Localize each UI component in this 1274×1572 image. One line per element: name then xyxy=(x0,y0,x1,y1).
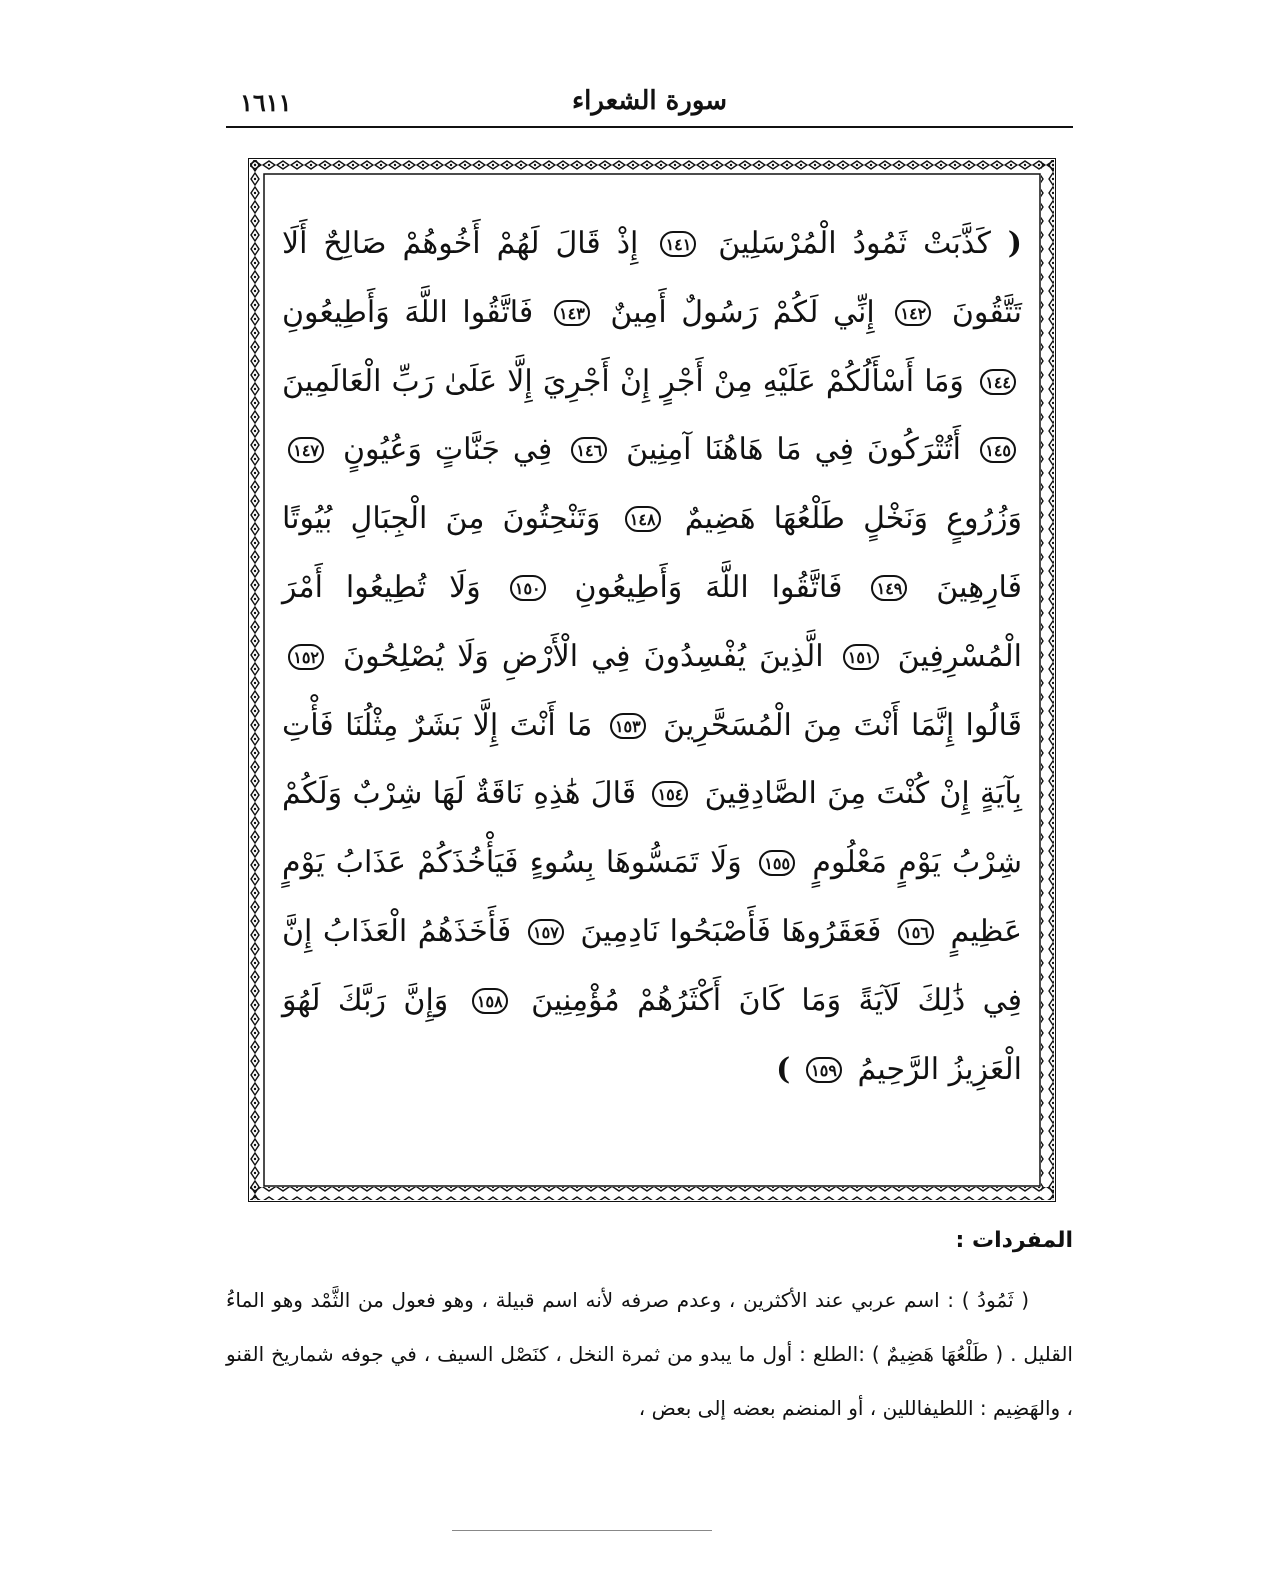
page-header xyxy=(226,84,1073,124)
glossary-text: ( ثَمُودُ ) : اسم عربي عند الأكثرين ، وعدم صرفه لأنه اسم قبيلة ، وهو فعول من الثَّمْد وهو الماءُ القليل . ( طَلْعُهَا هَضِيمٌ ) :الطلع : أول ما يبدو من ثمرة النخل ، كنَصْل السيف ، في جوفه شماريخ القنو ، والهَضِيم : اللطيفاللين ، أو المنضم بعضه إلى بعض ، xyxy=(226,1288,1073,1420)
verses-frame xyxy=(248,158,1056,1202)
verse-text: وَلَا تُطِيعُوا أَمْرَ الْمُسْرِفِينَ xyxy=(282,569,1022,674)
verse-number-marker: ١٤٥ xyxy=(980,437,1016,463)
verse-text: فَاتَّقُوا اللَّهَ وَأَطِيعُونِ xyxy=(551,569,843,605)
verse-number-marker: ١٥٠ xyxy=(510,575,546,601)
verse-number-marker: ١٥٦ xyxy=(898,919,934,945)
verse-text: فَأَخَذَهُمُ الْعَذَابُ إِنَّ فِي ذَٰلِكَ لَآيَةً وَمَا كَانَ أَكْثَرُهُمْ مُؤْمِنِينَ xyxy=(282,913,1023,1018)
verse-text: إِذْ قَالَ لَهُمْ أَخُوهُمْ صَالِحٌ أَلَا تَتَّقُونَ xyxy=(282,226,1022,330)
verse-number-marker: ١٥٣ xyxy=(610,713,646,739)
verse-text: وَلَا تَمَسُّوهَا بِسُوءٍ فَيَأْخُذَكُمْ عَذَابُ يَوْمٍ عَظِيمٍ xyxy=(282,845,1022,949)
header-rule xyxy=(226,126,1073,128)
verse-number-marker: ١٥٤ xyxy=(652,781,688,807)
verse-text: قَالَ هَٰذِهِ نَاقَةٌ لَهَا شِرْبٌ وَلَكُمْ شِرْبُ يَوْمٍ مَعْلُومٍ xyxy=(282,776,1022,881)
verse-number-marker: ١٥٩ xyxy=(806,1057,842,1083)
verse-number-marker: ١٥١ xyxy=(843,644,879,670)
verse-text: قَالُوا إِنَّمَا أَنْتَ مِنَ الْمُسَحَّرِينَ xyxy=(651,707,1022,743)
verse-number-marker: ١٥٨ xyxy=(472,988,508,1014)
glossary-heading: المفردات : xyxy=(955,1228,1073,1253)
verse-number-marker: ١٤٩ xyxy=(871,575,907,601)
close-bracket: ) xyxy=(776,1051,791,1087)
glossary-section xyxy=(226,1228,1073,1435)
verse-number-marker: ١٥٥ xyxy=(759,850,795,876)
verse-text: الَّذِينَ يُفْسِدُونَ فِي الْأَرْضِ وَلَا يُصْلِحُونَ xyxy=(330,638,824,674)
verse-number-marker: ١٤٢ xyxy=(895,300,931,326)
verse-text: فَاتَّقُوا اللَّهَ وَأَطِيعُونِ xyxy=(282,294,534,330)
verse-text: كَذَّبَتْ ثَمُودُ الْمُرْسَلِينَ xyxy=(702,226,991,261)
verse-text: وَإِنَّ رَبَّكَ لَهُوَ الْعَزِيزُ الرَّحِيمُ xyxy=(282,982,1022,1087)
verse-number-marker: ١٤٧ xyxy=(288,437,324,463)
verse-text: وَتَنْحِتُونَ مِنَ الْجِبَالِ بُيُوتًا فَارِهِينَ xyxy=(282,501,1022,605)
verse-text: مَا أَنْتَ إِلَّا بَشَرٌ مِثْلُنَا فَأْتِ بِآيَةٍ إِنْ كُنْتَ مِنَ الصَّادِقِينَ xyxy=(282,707,1022,812)
verse-number-marker: ١٥٢ xyxy=(288,644,324,670)
verse-number-marker: ١٤٨ xyxy=(625,506,661,532)
verse-text: وَمَا أَسْأَلُكُمْ عَلَيْهِ مِنْ أَجْرٍ إِنْ أَجْرِيَ إِلَّا عَلَىٰ رَبِّ الْعَالَمِينَ xyxy=(282,363,964,399)
footer-rule xyxy=(452,1530,712,1531)
verse-text: فِي جَنَّاتٍ وَعُيُونٍ xyxy=(330,432,553,468)
verse-number-marker: ١٥٧ xyxy=(528,919,564,945)
glossary-body xyxy=(226,1273,1073,1435)
page-number: ١٦١١ xyxy=(240,88,292,117)
verse-text: أَتُتْرَكُونَ فِي مَا هَاهُنَا آمِنِينَ xyxy=(613,432,962,468)
verse-text: فَعَقَرُوهَا فَأَصْبَحُوا نَادِمِينَ xyxy=(569,913,882,949)
verse-number-marker: ١٤٤ xyxy=(980,369,1016,395)
verse-number-marker: ١٤٣ xyxy=(554,300,590,326)
surah-title: سورة الشعراء xyxy=(571,86,728,116)
verse-number-marker: ١٤١ xyxy=(660,231,696,257)
verse-text: إِنِّي لَكُمْ رَسُولٌ أَمِينٌ xyxy=(595,294,875,330)
verse-number-marker: ١٤٦ xyxy=(571,437,607,463)
verses-text xyxy=(282,210,1022,1104)
verse-text: وَزُرُوعٍ وَنَخْلٍ طَلْعُهَا هَضِيمٌ xyxy=(666,501,1022,537)
open-bracket: ( xyxy=(990,226,1022,261)
